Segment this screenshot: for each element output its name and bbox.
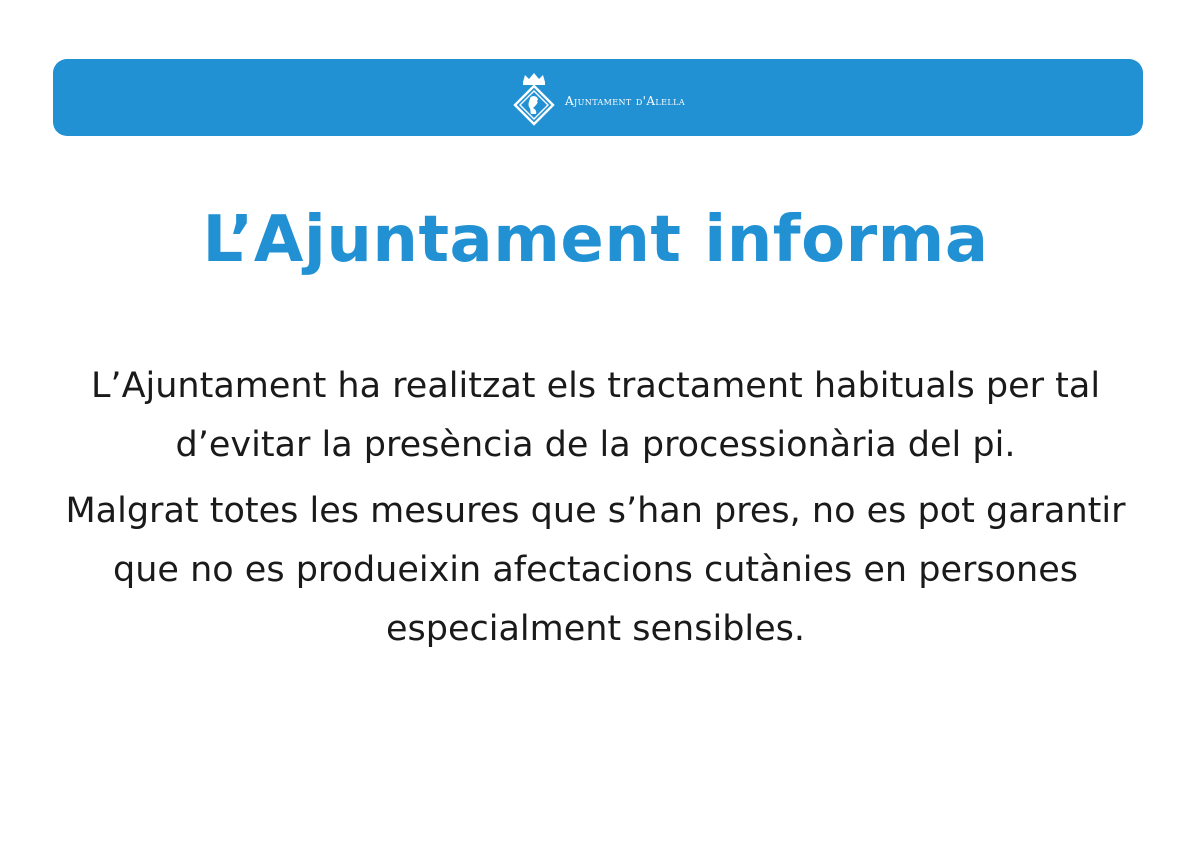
- municipal-logo: [511, 71, 685, 127]
- notice-paragraph-1: L’Ajuntament ha realitzat els tractament habituals per tal d’evitar la presència de la processionària del pi.: [90, 366, 1101, 465]
- notice-paragraph-2: Malgrat totes les mesures que s’han pres, no es pot garantir que no es produeixin afectacions cutànies en persones especialment sensibles.: [65, 491, 1126, 649]
- page-title: L’Ajuntament informa: [202, 203, 989, 277]
- header-bar: [53, 59, 1143, 136]
- municipality-name: Ajuntament d'Alella: [564, 93, 685, 108]
- coat-of-arms-icon: [511, 71, 557, 127]
